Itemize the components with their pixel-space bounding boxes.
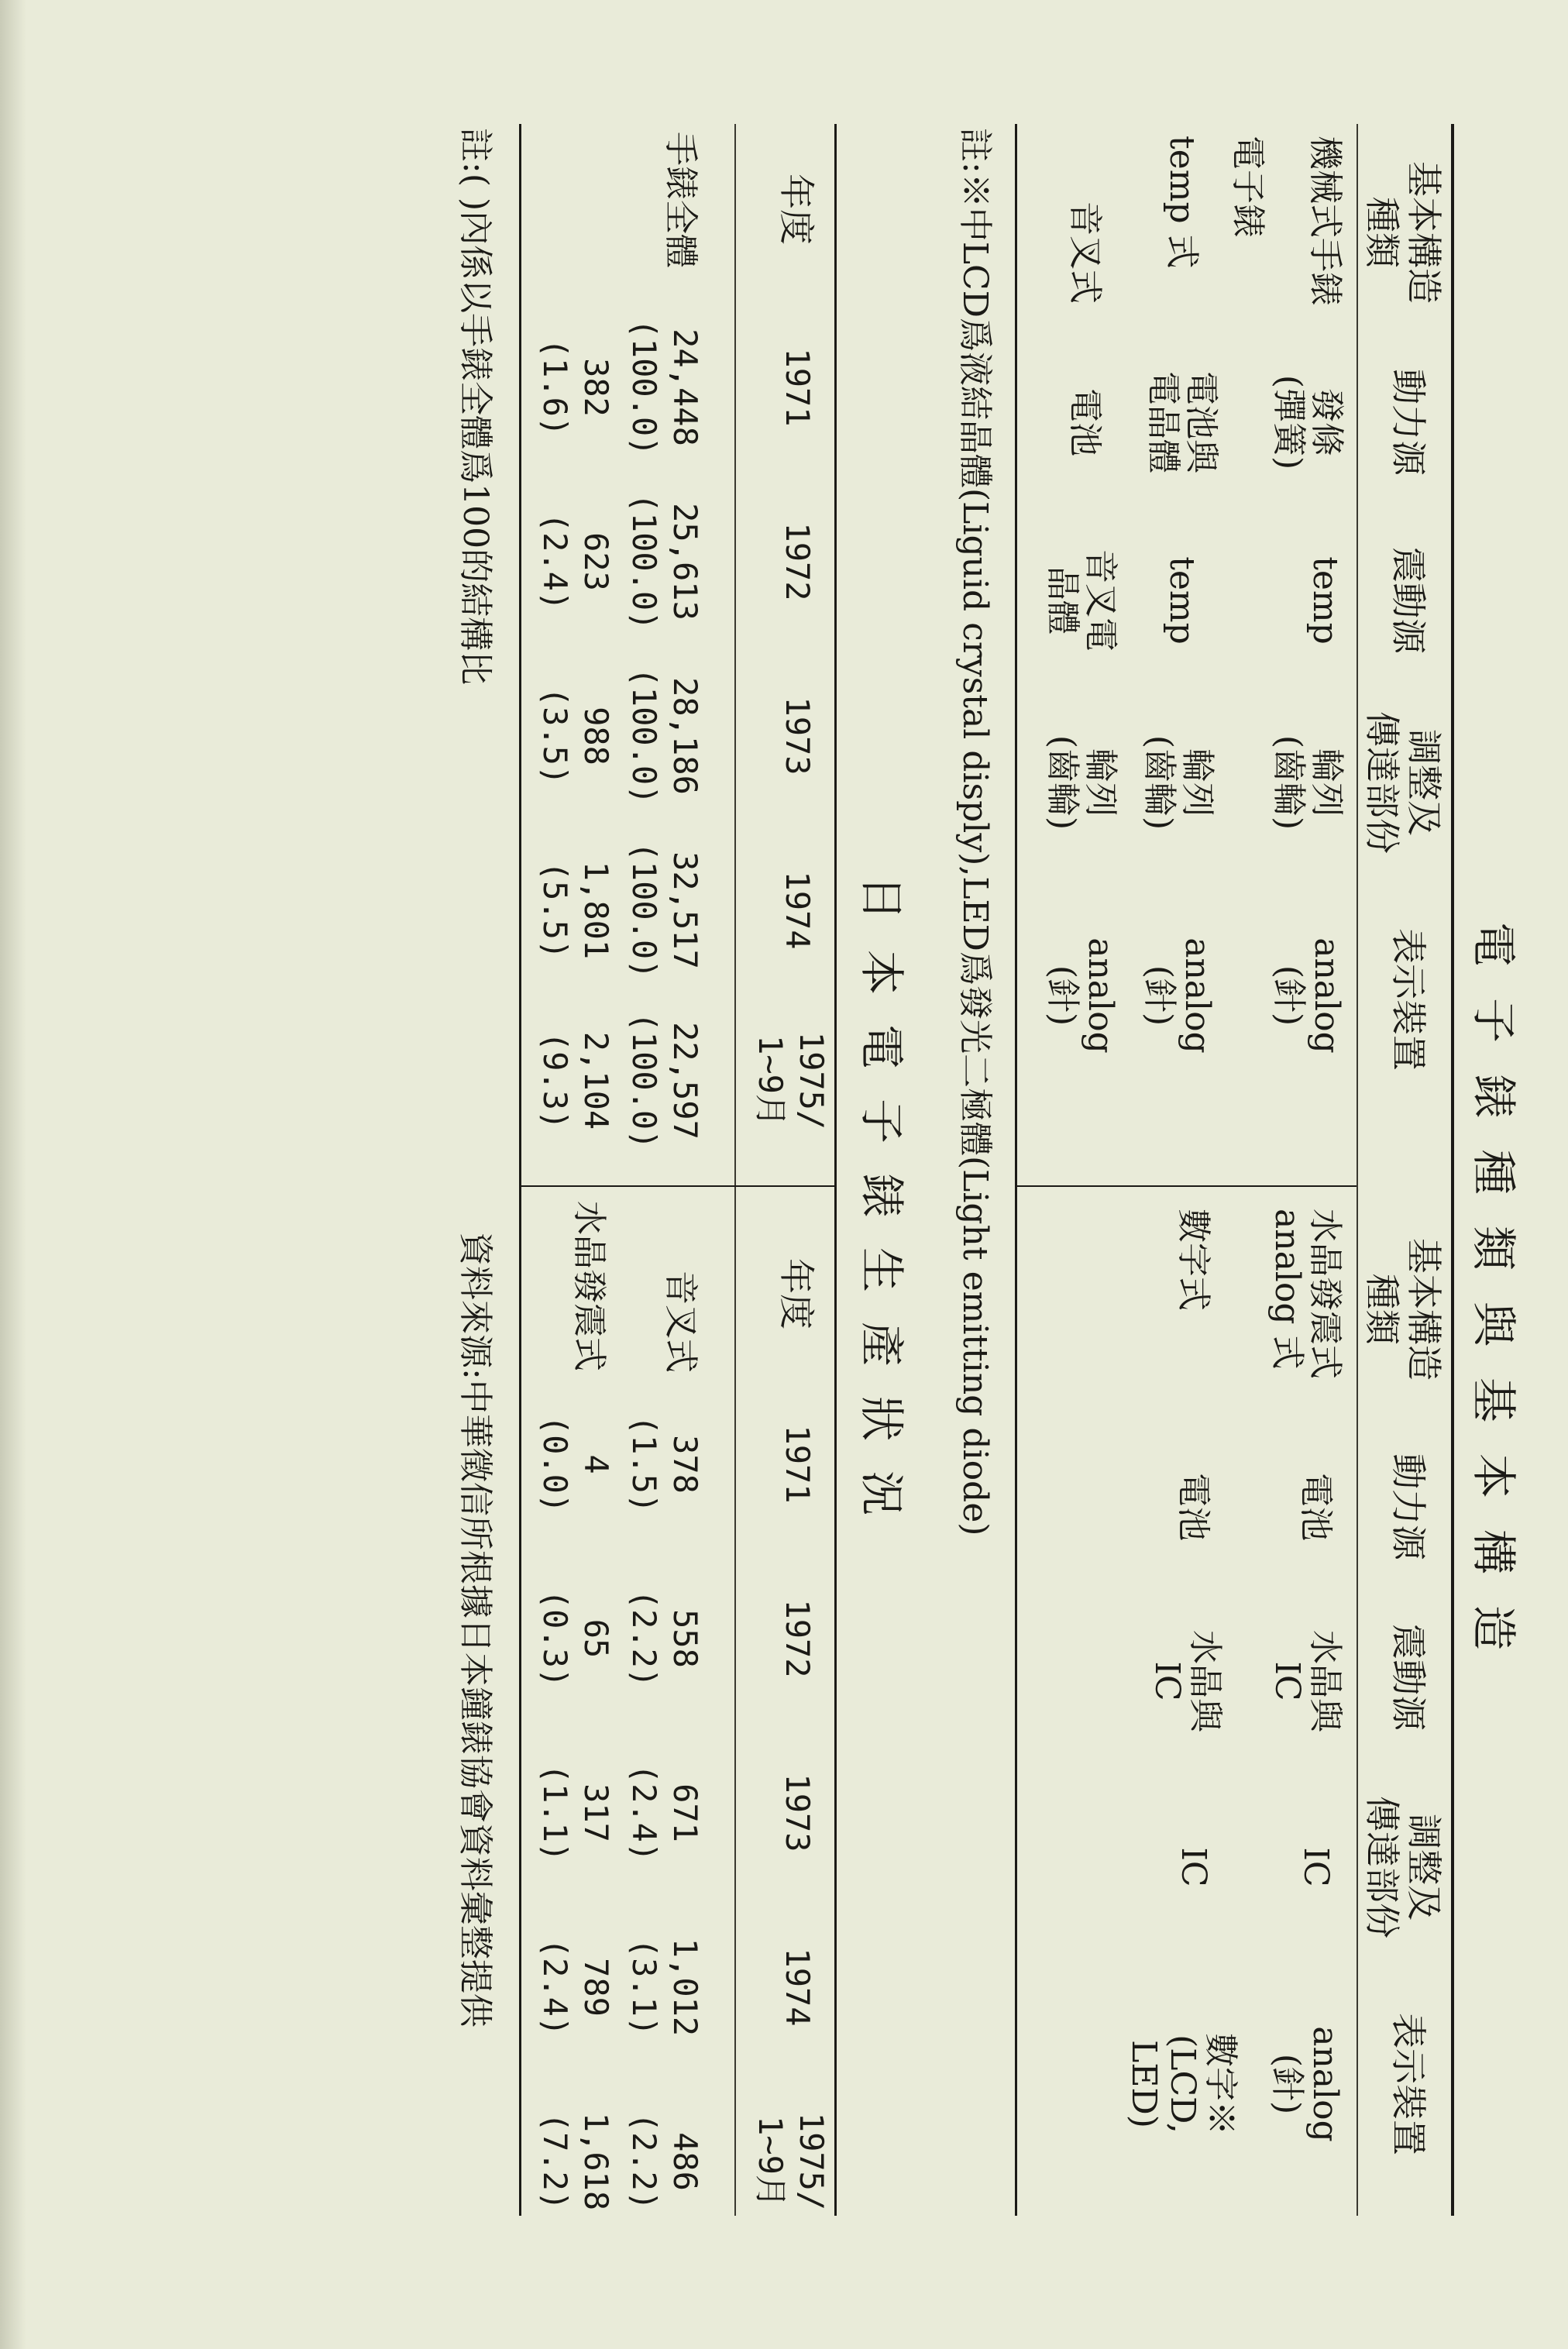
t2-right-year-1975: 1975/ 1~9月 (751, 2112, 830, 2211)
t2-right-year-1973: 1973 (779, 1773, 817, 1852)
t2-row-quartz-1975: 1,618 (7.2) (536, 2112, 615, 2211)
table2-center-divider (521, 1185, 835, 1187)
t1-row-digital-kind: 數字式 (1174, 1209, 1213, 1311)
t1-row-tuningfork-power: 電池 (1065, 388, 1105, 456)
t2-left-year-1975: 1975/ 1~9月 (751, 1031, 830, 1130)
table2-header-rule (734, 124, 736, 2216)
t2-row-all-1975: 22,597 (100.0) (625, 1012, 704, 1150)
t1-row-quartz-analog-osc: 水晶與 IC (1267, 1630, 1345, 1732)
t2-left-year-1974: 1974 (779, 871, 817, 950)
t1-row-digital-osc: 水晶與 IC (1147, 1630, 1225, 1732)
t1-row-mechanical-kind: 機械式手錶 (1305, 136, 1345, 306)
table2-title: 日本電子錶生產狀況 (855, 875, 908, 1546)
t1-row-quartz-analog-kind: 水晶發震式 analog 式 (1267, 1209, 1345, 1379)
table2-footnote: 註:( )內係以手錶全體爲100的結構比 (456, 128, 495, 686)
t1-right-header-trans: 調整及 傳達部份 (1360, 1796, 1445, 1938)
t2-row-electronic-1975: 2,104 (9.3) (536, 1031, 615, 1130)
t2-row-electronic-1974: 1,801 (5.5) (536, 861, 615, 960)
t1-row-temp-trans: 輪列 (齒輪) (1139, 734, 1217, 831)
t2-row-quartz-1974: 789 (2.4) (536, 1938, 615, 2037)
t2-row-all-label: 手錶全體 (661, 132, 700, 268)
t2-row-electronic-1973: 988 (3.5) (536, 686, 615, 786)
t1-row-mechanical-disp: analog (針) (1268, 937, 1346, 1054)
t1-right-header-osc: 震動源 (1387, 1624, 1429, 1731)
book-spine-shadow (0, 0, 26, 2349)
t1-row-tuningfork-osc: 音叉電 晶體 (1042, 549, 1120, 652)
t1-row-digital-disp: 數字※ (LCD, LED) (1124, 2033, 1240, 2135)
t1-right-header-power: 動力源 (1387, 1453, 1429, 1560)
t1-left-header-trans: 調整及 傳達部份 (1360, 711, 1445, 854)
t1-row-temp-disp: analog (針) (1139, 937, 1217, 1054)
t2-left-year-label: 年度 (775, 174, 817, 245)
t2-left-year-1973: 1973 (779, 696, 817, 776)
t2-row-all-1974: 32,517 (100.0) (625, 841, 704, 979)
t1-row-electronic-heading: 電子錶 (1228, 136, 1267, 238)
t2-left-year-1971: 1971 (779, 348, 817, 427)
t2-right-year-1972: 1972 (779, 1599, 817, 1678)
t1-row-mechanical-power: 發條 (彈簧) (1268, 374, 1346, 470)
t1-row-mechanical-trans: 輪列 (齒輪) (1268, 734, 1346, 831)
t1-row-digital-trans: IC (1174, 1847, 1213, 1887)
table1-title: 電子錶種類與基本構造 (1467, 922, 1520, 1682)
t2-row-quartz-1971: 4 (0.0) (536, 1415, 615, 1514)
t1-left-header-osc: 震動源 (1387, 547, 1429, 654)
t2-left-year-1972: 1972 (779, 522, 817, 601)
table1-top-rule (1451, 124, 1454, 2216)
t2-row-tuningfork-1974: 1,012 (3.1) (625, 1938, 704, 2037)
table2-bottom-rule (519, 124, 521, 2216)
t2-row-tuningfork-1973: 671 (2.4) (625, 1763, 704, 1862)
t2-row-quartz-1973: 317 (1.1) (536, 1763, 615, 1862)
rotated-page (97, 101, 1538, 2316)
t2-row-tuningfork-1972: 558 (2.2) (625, 1589, 704, 1688)
t1-row-temp-osc: temp (1162, 556, 1202, 645)
t2-right-year-1974: 1974 (779, 1948, 817, 2027)
t1-right-header-kind: 基本構造 種類 (1360, 1238, 1445, 1381)
t2-row-quartz-1972: 65 (0.3) (536, 1589, 615, 1688)
t1-row-quartz-analog-power: 電池 (1296, 1473, 1336, 1541)
t2-row-tuningfork-1975: 486 (2.2) (625, 2112, 704, 2211)
t2-row-all-1972: 25,613 (100.0) (625, 493, 704, 631)
t1-row-quartz-analog-disp: analog (針) (1267, 2026, 1345, 2142)
table1-header-rule (1357, 124, 1358, 2216)
t2-row-quartz-label: 水晶發震式 (569, 1201, 609, 1371)
t1-row-temp-kind: temp 式 (1162, 136, 1202, 269)
t2-row-all-1971: 24,448 (100.0) (625, 318, 704, 456)
t1-row-tuningfork-kind: 音叉式 (1065, 201, 1105, 304)
t1-right-header-disp: 表示裝置 (1387, 2013, 1429, 2155)
table2-source: 資料來源:中華徵信所根據日本鐘錶協會資料彙整提供 (456, 1232, 495, 2027)
t2-row-electronic-1971: 382 (1.6) (536, 338, 615, 437)
t1-left-header-kind: 基本構造 種類 (1360, 161, 1445, 304)
t2-row-all-1973: 28,186 (100.0) (625, 667, 704, 805)
t1-row-tuningfork-disp: analog (針) (1042, 937, 1120, 1054)
table1-bottom-rule (1015, 124, 1017, 2216)
t2-right-year-1971: 1971 (779, 1425, 817, 1504)
t2-row-electronic-1972: 623 (2.4) (536, 512, 615, 611)
t2-row-tuningfork-1971: 378 (1.5) (625, 1415, 704, 1514)
t1-left-header-disp: 表示裝置 (1387, 928, 1429, 1071)
table1-center-divider (1016, 1185, 1357, 1187)
t1-row-quartz-analog-trans: IC (1296, 1847, 1336, 1887)
t1-left-header-power: 動力源 (1387, 369, 1429, 476)
t1-row-temp-power: 電池與 電晶體 (1143, 371, 1221, 473)
t1-row-mechanical-osc: temp (1305, 556, 1345, 645)
t1-row-digital-power: 電池 (1174, 1473, 1213, 1541)
table1-footnote: 註:※中LCD爲液結晶體(Liguid crystal disply),LED爲發光二極體(Light emitting diode) (955, 128, 995, 1536)
t2-row-tuningfork-label: 音叉式 (661, 1271, 700, 1373)
t1-row-tuningfork-trans: 輪列 (齒輪) (1042, 734, 1120, 831)
table2-top-rule (834, 124, 837, 2216)
t2-right-year-label: 年度 (775, 1258, 817, 1329)
